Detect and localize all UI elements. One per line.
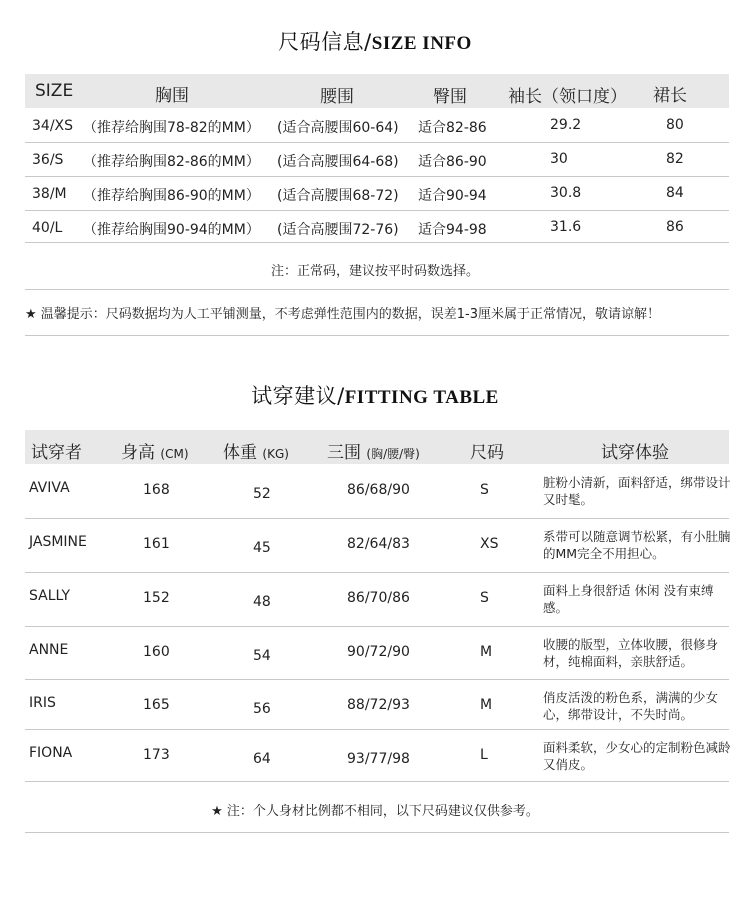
tip-top-line	[25, 289, 729, 290]
size-tip: ★ 温馨提示：尺码数据均为人工平铺测量，不考虑弹性范围内的数据，误差1-3厘米属于正常情况，敬请谅解！	[25, 307, 661, 322]
fitting-title-en: FITTING TABLE	[344, 387, 499, 408]
size-cell: 适合94-98	[418, 222, 487, 238]
fitting-cell-height: 165	[143, 697, 170, 713]
fitting-cell-measure: 82/64/83	[347, 536, 410, 552]
fitting-title-cn: 试穿建议/	[251, 384, 345, 408]
header-weight-unit: (KG)	[262, 447, 289, 461]
size-note: 注：正常码，建议按平时码数选择。	[270, 264, 479, 279]
fitting-cell-size: M	[480, 644, 493, 660]
size-cell: (适合高腰围60-64)	[277, 120, 399, 136]
fitting-row-divider	[25, 518, 729, 519]
size-cell: (适合高腰围64-68)	[277, 154, 399, 170]
header-size: SIZE	[35, 81, 74, 101]
fitting-cell-measure: 88/72/93	[347, 697, 410, 713]
fitting-cell-size: XS	[480, 536, 499, 552]
size-cell: 38/M	[32, 186, 67, 202]
fitting-cell-weight: 45	[253, 540, 271, 556]
size-cell: （推荐给胸围78-82的MM）	[83, 120, 260, 136]
fitting-cell-name: IRIS	[29, 695, 56, 711]
fitting-cell-size: M	[480, 697, 493, 713]
size-cell: 适合90-94	[418, 188, 487, 204]
fitting-cell-measure: 90/72/90	[347, 644, 410, 660]
header-height-unit: (CM)	[160, 447, 189, 461]
fitting-table-header	[25, 430, 729, 464]
size-cell: （推荐给胸围82-86的MM）	[83, 154, 260, 170]
size-row-divider	[25, 210, 729, 211]
size-info-title	[0, 26, 750, 56]
size-cell: (适合高腰围72-76)	[277, 222, 399, 238]
size-row-divider	[25, 176, 729, 177]
header-tester: 试穿者	[31, 443, 82, 463]
header-measure-unit: (胸/腰/臀)	[366, 447, 420, 461]
header-height	[121, 438, 189, 463]
header-bust: 胸围	[155, 86, 189, 106]
fitting-cell-weight: 56	[253, 701, 271, 717]
size-cell: 适合82-86	[418, 120, 487, 136]
fitting-cell-name: FIONA	[29, 745, 73, 761]
fitting-cell-size: L	[480, 747, 488, 763]
fitting-cell-height: 168	[143, 482, 170, 498]
tip-bottom-line	[25, 335, 729, 336]
size-cell: 36/S	[32, 152, 64, 168]
size-cell: 31.6	[550, 219, 582, 235]
fitting-cell-measure: 86/68/90	[347, 482, 410, 498]
size-cell: （推荐给胸围86-90的MM）	[83, 188, 260, 204]
fitting-cell-experience: 脏粉小清新，面料舒适，绑带设计又时髦。	[543, 475, 731, 507]
size-cell: （推荐给胸围90-94的MM）	[83, 222, 260, 238]
size-table-header	[25, 74, 729, 108]
header-measure	[327, 438, 420, 463]
size-info-title-en: SIZE INFO	[371, 33, 472, 54]
fitting-cell-weight: 52	[253, 486, 271, 502]
fitting-row-divider	[25, 729, 729, 730]
size-cell: 30	[550, 151, 568, 167]
header-hip: 臀围	[433, 87, 467, 107]
fitting-cell-experience: 面料上身很舒适 休闲 没有束缚感。	[543, 583, 714, 615]
size-cell: 29.2	[550, 117, 582, 133]
fitting-cell-weight: 64	[253, 751, 271, 767]
fitting-cell-experience: 收腰的版型，立体收腰，很修身材，纯棉面料，亲肤舒适。	[543, 637, 719, 669]
fitting-row-divider	[25, 626, 729, 627]
fitting-cell-weight: 48	[253, 594, 271, 610]
header-fit-size: 尺码	[470, 443, 504, 463]
size-cell: 82	[666, 151, 684, 167]
fitting-row-divider	[25, 679, 729, 680]
fitting-cell-height: 160	[143, 644, 170, 660]
fitting-cell-experience: 面料柔软，少女心的定制粉色减龄又俏皮。	[543, 740, 731, 772]
size-cell: 34/XS	[32, 118, 74, 134]
size-table-bottom-line	[25, 242, 729, 243]
header-length: 裙长	[653, 86, 687, 106]
fitting-bottom-line	[25, 832, 729, 833]
header-waist: 腰围	[320, 87, 354, 107]
size-cell: 86	[666, 219, 684, 235]
fitting-cell-name: JASMINE	[29, 534, 87, 550]
fitting-cell-measure: 93/77/98	[347, 751, 410, 767]
fitting-cell-name: AVIVA	[29, 480, 70, 496]
size-info-title-cn: 尺码信息/	[278, 30, 372, 54]
fitting-cell-height: 161	[143, 536, 170, 552]
header-weight	[223, 438, 289, 463]
header-weight-label: 体重	[223, 443, 257, 463]
fitting-note: ★ 注：个人身材比例都不相同，以下尺码建议仅供参考。	[211, 804, 539, 819]
fitting-cell-size: S	[480, 482, 489, 498]
fitting-cell-height: 152	[143, 590, 170, 606]
fitting-row-divider	[25, 781, 729, 782]
fitting-table	[25, 430, 729, 790]
fitting-cell-name: ANNE	[29, 642, 69, 658]
fitting-row-divider	[25, 572, 729, 573]
size-cell: 30.8	[550, 185, 582, 201]
fitting-cell-weight: 54	[253, 648, 271, 664]
size-cell: 80	[666, 117, 684, 133]
size-cell: 适合86-90	[418, 154, 487, 170]
fitting-cell-experience: 俏皮活泼的粉色系，满满的少女心，绑带设计，不失时尚。	[543, 690, 719, 722]
size-cell: (适合高腰围68-72)	[277, 188, 399, 204]
header-measure-label: 三围	[327, 443, 361, 463]
fitting-cell-experience: 系带可以随意调节松紧，有小肚腩的MM完全不用担心。	[543, 529, 731, 561]
fitting-cell-size: S	[480, 590, 489, 606]
fitting-cell-height: 173	[143, 747, 170, 763]
header-height-label: 身高	[121, 443, 155, 463]
header-experience: 试穿体验	[601, 443, 669, 463]
fitting-title	[0, 380, 750, 410]
size-cell: 40/L	[32, 220, 63, 236]
size-cell: 84	[666, 185, 684, 201]
fitting-cell-measure: 86/70/86	[347, 590, 410, 606]
size-row-divider	[25, 142, 729, 143]
header-sleeve: 袖长（领口度）	[508, 87, 627, 107]
fitting-cell-name: SALLY	[29, 588, 71, 604]
